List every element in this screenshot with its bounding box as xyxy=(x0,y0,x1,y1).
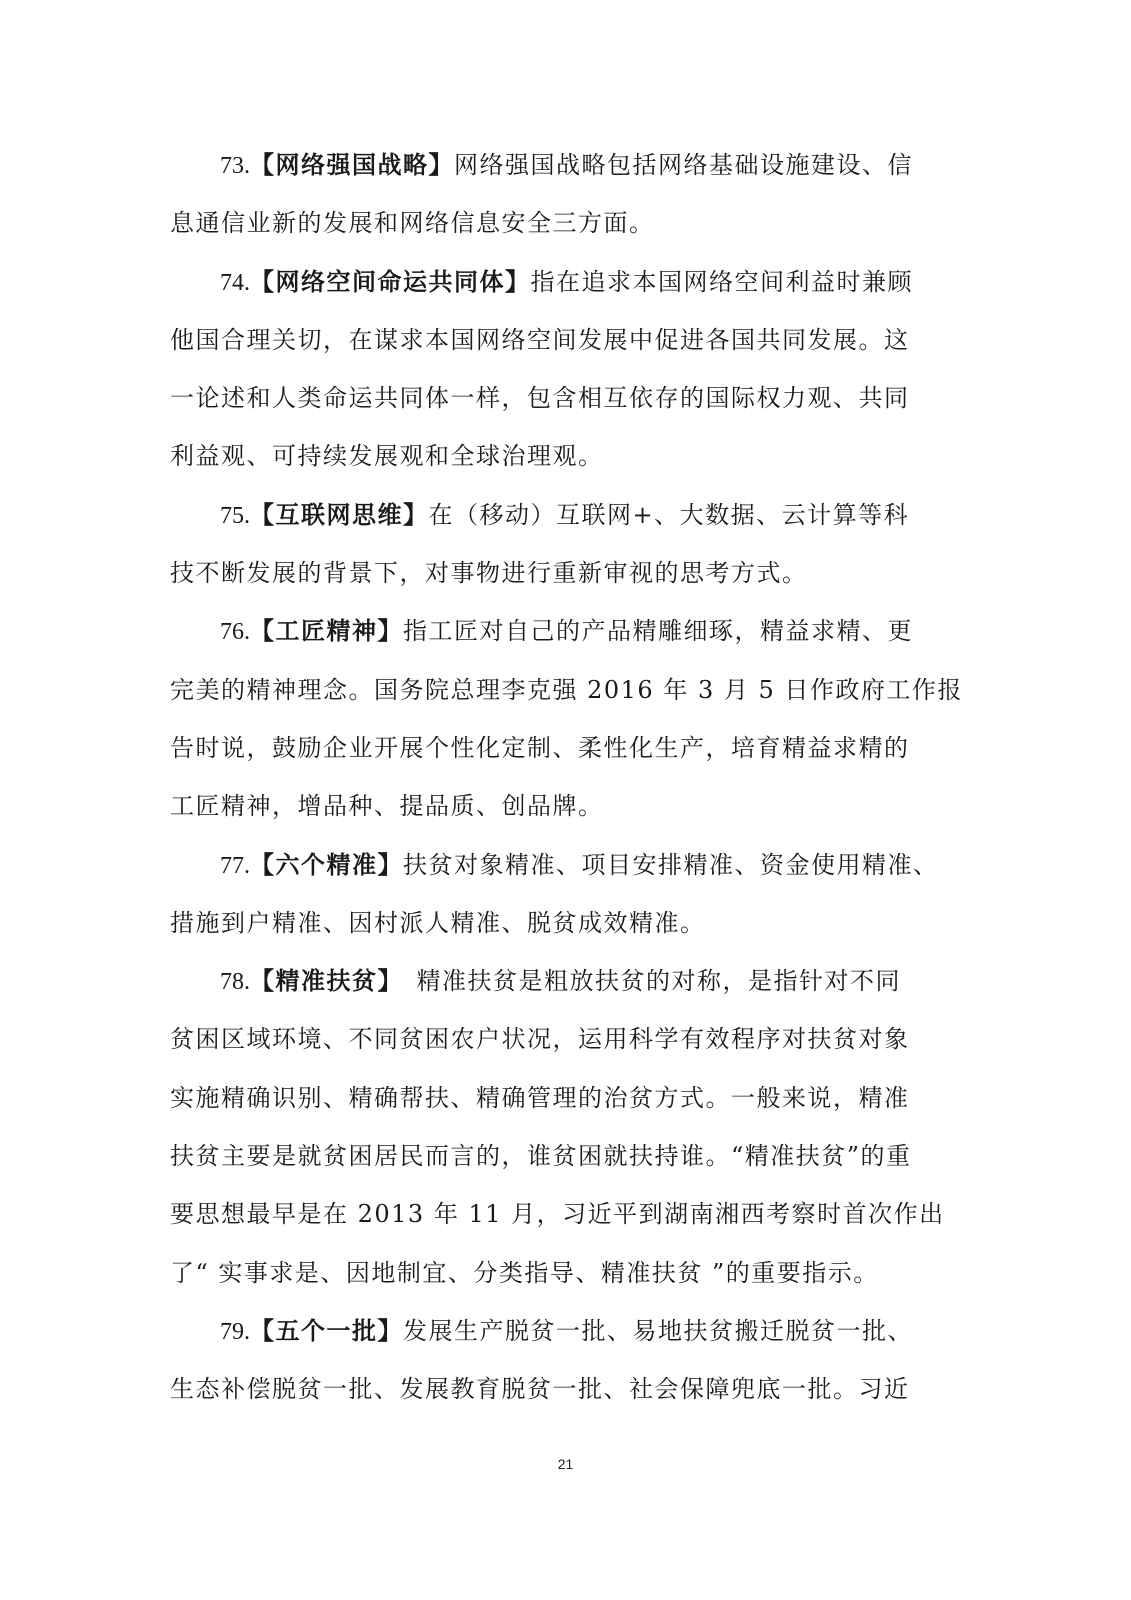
entry-term: 【五个一批】 xyxy=(250,1315,403,1345)
entry-line: 完美的精神理念。国务院总理李克强 2016 年 3 月 5 日作政府工作报 xyxy=(170,675,963,704)
glossary-entry-76 xyxy=(170,602,963,835)
entry-line: 要思想最早是在 2013 年 11 月，习近平到湖南湘西考察时首次作出 xyxy=(170,1200,945,1229)
entry-line: 扶贫主要是就贫困居民而言的，谁贫困就扶持谁。“精准扶贫”的重 xyxy=(170,1142,912,1171)
entry-first-line xyxy=(170,602,960,660)
entry-text: 精准扶贫是粗放扶贫的对称，是指针对不同 xyxy=(391,967,901,996)
glossary-entry-75 xyxy=(170,486,960,603)
entry-term: 【网络空间命运共同体】 xyxy=(250,266,531,296)
entry-text: 发展生产脱贫一批、易地扶贫搬迁脱贫一批、 xyxy=(403,1316,913,1345)
page-number: 21 xyxy=(557,1456,574,1472)
entry-text: 指在追求本国网络空间利益时兼顾 xyxy=(530,267,913,296)
entry-term: 【工匠精神】 xyxy=(250,616,403,646)
entry-term: 【精准扶贫】 xyxy=(250,966,391,996)
entry-line: 一论述和人类命运共同体一样，包含相互依存的国际权力观、共同 xyxy=(170,384,910,413)
glossary-entry-74 xyxy=(170,253,960,486)
glossary-entry-78 xyxy=(170,952,960,1302)
entry-line: 了“ 实事求是、因地制宜、分类指导、精准扶贫 ”的重要指示。 xyxy=(170,1258,879,1287)
entry-first-line xyxy=(170,486,960,544)
entry-first-line xyxy=(170,136,960,194)
entry-line: 措施到户精准、因村派人精准、脱贫成效精准。 xyxy=(170,908,706,937)
entry-number: 73. xyxy=(220,153,250,179)
entry-line: 利益观、可持续发展观和全球治理观。 xyxy=(170,442,604,471)
entry-line: 贫困区域环境、不同贫困农户状况，运用科学有效程序对扶贫对象 xyxy=(170,1025,910,1054)
page-body xyxy=(170,136,963,1419)
entry-term: 【互联网思维】 xyxy=(250,499,429,529)
entry-first-line xyxy=(170,836,960,894)
entry-line: 告时说，鼓励企业开展个性化定制、柔性化生产，培育精益求精的 xyxy=(170,733,910,762)
entry-number: 75. xyxy=(220,502,250,529)
glossary-entry-79 xyxy=(170,1302,960,1419)
entry-text: 扶贫对象精准、项目安排精准、资金使用精准、 xyxy=(403,850,939,879)
entry-line: 生态补偿脱贫一批、发展教育脱贫一批、社会保障兜底一批。习近 xyxy=(170,1375,910,1404)
entry-term: 【网络强国战略】 xyxy=(250,150,454,179)
entry-line: 技不断发展的背景下，对事物进行重新审视的思考方式。 xyxy=(170,559,808,588)
entry-first-line xyxy=(170,253,960,311)
entry-text: 指工匠对自己的产品精雕细琢，精益求精、更 xyxy=(403,617,913,646)
entry-first-line xyxy=(170,952,960,1010)
entry-number: 76. xyxy=(220,619,250,646)
entry-text: 在（移动）互联网+、大数据、云计算等科 xyxy=(428,500,910,529)
entry-first-line xyxy=(170,1302,960,1360)
entry-line: 息通信业新的发展和网络信息安全三方面。 xyxy=(170,209,655,238)
entry-number: 79. xyxy=(220,1318,250,1345)
entry-line: 工匠精神，增品种、提品质、创品牌。 xyxy=(170,792,604,821)
entry-line: 实施精确识别、精确帮扶、精确管理的治贫方式。一般来说，精准 xyxy=(170,1083,910,1112)
entry-number: 78. xyxy=(220,969,250,996)
entry-number: 74. xyxy=(220,269,250,296)
glossary-entry-73 xyxy=(170,136,960,253)
entry-term: 【六个精准】 xyxy=(250,849,403,879)
glossary-entry-77 xyxy=(170,836,960,953)
entry-line: 他国合理关切，在谋求本国网络空间发展中促进各国共同发展。这 xyxy=(170,325,910,354)
entry-text: 网络强国战略包括网络基础设施建设、信 xyxy=(454,151,913,179)
entry-number: 77. xyxy=(220,852,250,879)
